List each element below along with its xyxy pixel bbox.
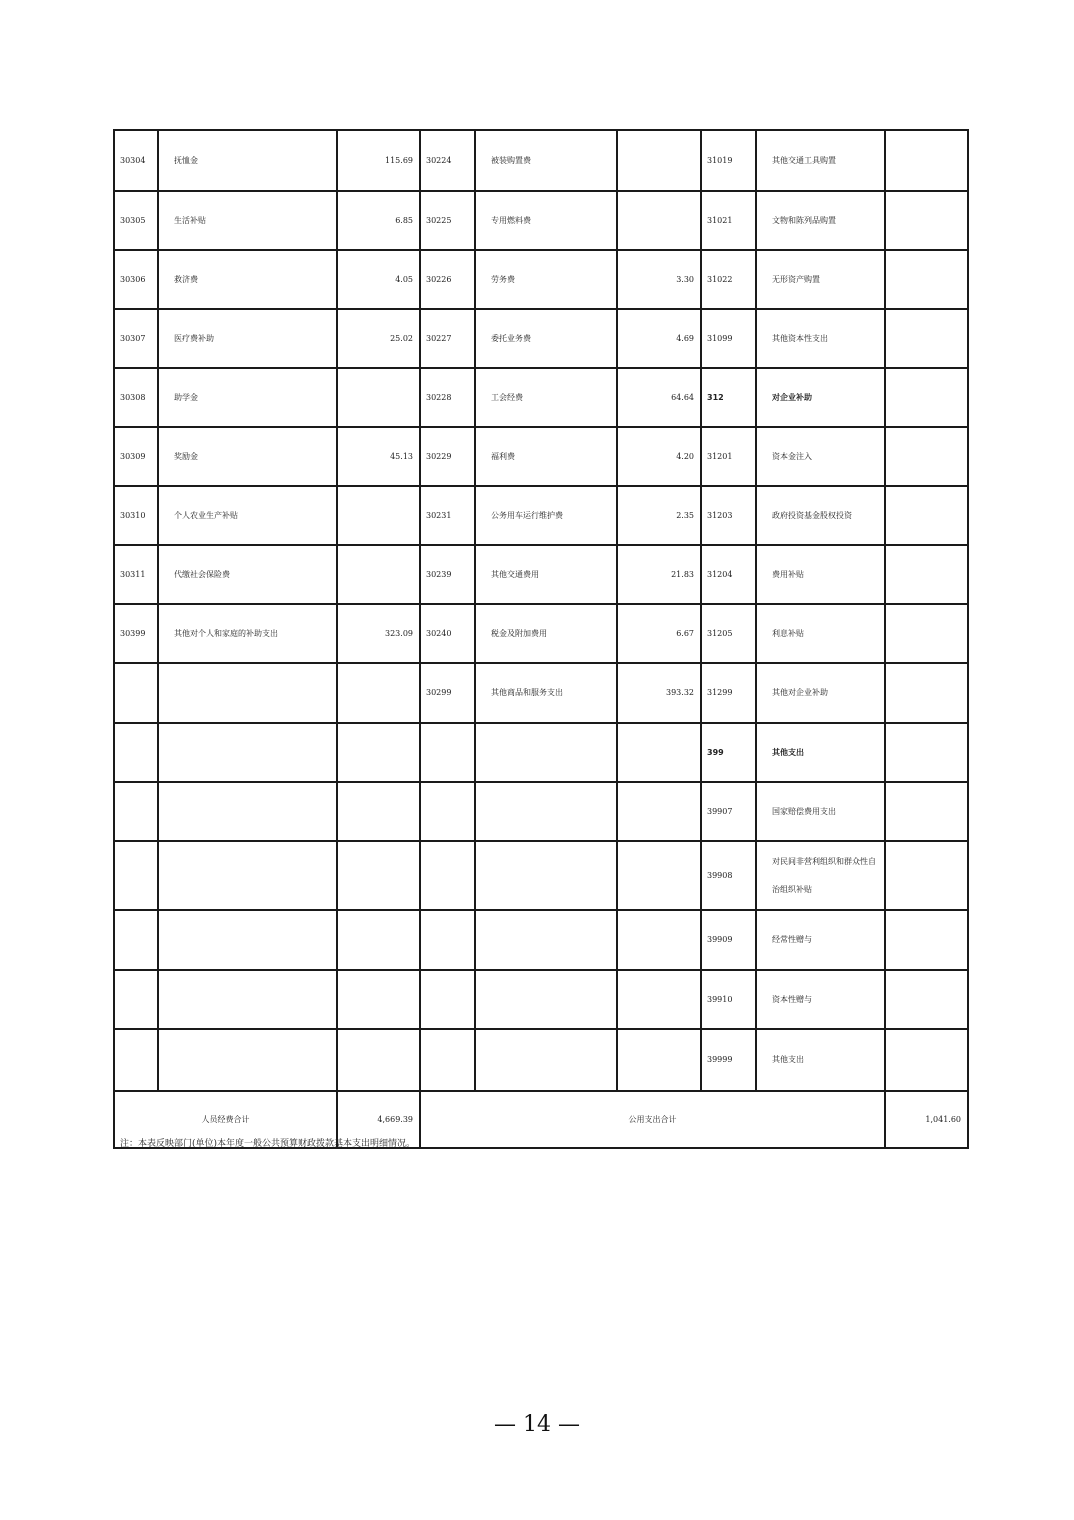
value-cell	[885, 191, 968, 250]
value-cell	[885, 368, 968, 427]
name-cell: 助学金	[158, 368, 337, 427]
code-cell	[114, 782, 158, 841]
code-cell: 39999	[701, 1029, 756, 1091]
name-cell	[158, 910, 337, 970]
value-cell	[337, 545, 420, 604]
public-total-label: 公用支出合计	[420, 1091, 885, 1148]
value-cell: 25.02	[337, 309, 420, 368]
name-cell: 政府投资基金股权投资	[756, 486, 885, 545]
code-cell: 31099	[701, 309, 756, 368]
value-cell	[885, 841, 968, 910]
name-cell: 代缴社会保险费	[158, 545, 337, 604]
name-cell: 其他商品和服务支出	[475, 663, 617, 723]
value-cell	[885, 427, 968, 486]
code-cell: 31022	[701, 250, 756, 309]
table-row	[114, 427, 968, 486]
code-cell: 39908	[701, 841, 756, 910]
name-cell: 公务用车运行维护费	[475, 486, 617, 545]
name-cell: 抚恤金	[158, 130, 337, 191]
value-cell	[885, 545, 968, 604]
code-cell	[420, 841, 475, 910]
name-cell: 奖励金	[158, 427, 337, 486]
value-cell	[337, 663, 420, 723]
value-cell	[337, 782, 420, 841]
value-cell: 323.09	[337, 604, 420, 663]
code-cell: 30299	[420, 663, 475, 723]
code-cell: 39907	[701, 782, 756, 841]
code-cell: 30306	[114, 250, 158, 309]
name-cell: 文物和陈列品购置	[756, 191, 885, 250]
code-cell: 312	[701, 368, 756, 427]
code-cell	[114, 970, 158, 1029]
table-row	[114, 309, 968, 368]
name-cell: 医疗费补助	[158, 309, 337, 368]
code-cell	[420, 782, 475, 841]
value-cell: 6.85	[337, 191, 420, 250]
name-cell: 其他交通费用	[475, 545, 617, 604]
name-cell: 经常性赠与	[756, 910, 885, 970]
table-row	[114, 723, 968, 782]
value-cell	[337, 910, 420, 970]
code-cell	[114, 910, 158, 970]
value-cell	[885, 663, 968, 723]
code-cell: 31021	[701, 191, 756, 250]
code-cell: 30240	[420, 604, 475, 663]
name-cell	[158, 970, 337, 1029]
name-cell: 资本性赠与	[756, 970, 885, 1029]
name-cell: 其他对企业补助	[756, 663, 885, 723]
personnel-total-label: 人员经费合计	[114, 1091, 337, 1148]
value-cell: 4.05	[337, 250, 420, 309]
name-cell: 对企业补助	[756, 368, 885, 427]
value-cell	[617, 841, 701, 910]
value-cell: 4.20	[617, 427, 701, 486]
code-cell	[420, 723, 475, 782]
code-cell	[114, 1029, 158, 1091]
name-cell	[158, 841, 337, 910]
value-cell: 4.69	[617, 309, 701, 368]
public-total-value: 1,041.60	[885, 1091, 968, 1148]
value-cell	[885, 604, 968, 663]
name-cell: 福利费	[475, 427, 617, 486]
value-cell: 3.30	[617, 250, 701, 309]
name-cell: 利息补贴	[756, 604, 885, 663]
name-cell: 被装购置费	[475, 130, 617, 191]
name-cell	[475, 1029, 617, 1091]
name-cell	[158, 723, 337, 782]
value-cell: 64.64	[617, 368, 701, 427]
table-row	[114, 191, 968, 250]
code-cell: 39909	[701, 910, 756, 970]
value-cell: 21.83	[617, 545, 701, 604]
name-cell: 费用补贴	[756, 545, 885, 604]
value-cell	[337, 1029, 420, 1091]
code-cell: 30225	[420, 191, 475, 250]
value-cell	[617, 723, 701, 782]
code-cell: 30224	[420, 130, 475, 191]
name-cell: 工会经费	[475, 368, 617, 427]
code-cell	[114, 663, 158, 723]
value-cell	[617, 191, 701, 250]
value-cell: 2.35	[617, 486, 701, 545]
code-cell: 31019	[701, 130, 756, 191]
value-cell	[885, 486, 968, 545]
table-note: 注：本表反映部门(单位)本年度一般公共预算财政拨款基本支出明细情况。	[120, 1139, 416, 1149]
value-cell: 45.13	[337, 427, 420, 486]
name-cell: 其他资本性支出	[756, 309, 885, 368]
table-row	[114, 368, 968, 427]
code-cell: 30231	[420, 486, 475, 545]
name-cell	[158, 782, 337, 841]
value-cell	[617, 970, 701, 1029]
name-cell: 资本金注入	[756, 427, 885, 486]
name-cell: 其他对个人和家庭的补助支出	[158, 604, 337, 663]
value-cell	[337, 723, 420, 782]
table-row	[114, 663, 968, 723]
code-cell: 30227	[420, 309, 475, 368]
table-row	[114, 1029, 968, 1091]
value-cell	[337, 841, 420, 910]
code-cell	[114, 723, 158, 782]
value-cell	[885, 130, 968, 191]
code-cell: 30228	[420, 368, 475, 427]
code-cell: 31203	[701, 486, 756, 545]
table-row	[114, 486, 968, 545]
name-cell: 个人农业生产补贴	[158, 486, 337, 545]
value-cell	[885, 723, 968, 782]
value-cell	[885, 970, 968, 1029]
value-cell: 393.32	[617, 663, 701, 723]
value-cell	[337, 970, 420, 1029]
value-cell	[617, 782, 701, 841]
code-cell: 30226	[420, 250, 475, 309]
table-row	[114, 970, 968, 1029]
value-cell	[885, 782, 968, 841]
name-cell: 救济费	[158, 250, 337, 309]
code-cell: 30310	[114, 486, 158, 545]
code-cell: 30307	[114, 309, 158, 368]
value-cell	[885, 309, 968, 368]
name-cell	[158, 1029, 337, 1091]
code-cell	[420, 1029, 475, 1091]
value-cell	[337, 486, 420, 545]
name-cell	[475, 782, 617, 841]
page-number: — 14 —	[494, 1412, 580, 1437]
table-row	[114, 250, 968, 309]
personnel-total-value: 4,669.39	[337, 1091, 420, 1148]
code-cell: 31299	[701, 663, 756, 723]
name-cell: 委托业务费	[475, 309, 617, 368]
code-cell: 30399	[114, 604, 158, 663]
value-cell	[337, 368, 420, 427]
name-cell	[475, 970, 617, 1029]
name-cell: 其他支出	[756, 1029, 885, 1091]
code-cell	[420, 970, 475, 1029]
name-cell	[475, 723, 617, 782]
value-cell	[617, 910, 701, 970]
name-cell: 劳务费	[475, 250, 617, 309]
value-cell	[885, 250, 968, 309]
code-cell: 31204	[701, 545, 756, 604]
code-cell: 30305	[114, 191, 158, 250]
name-cell: 生活补贴	[158, 191, 337, 250]
code-cell: 399	[701, 723, 756, 782]
name-cell: 无形资产购置	[756, 250, 885, 309]
value-cell: 6.67	[617, 604, 701, 663]
code-cell	[114, 841, 158, 910]
table-body	[114, 130, 968, 1091]
table-row	[114, 910, 968, 970]
value-cell	[617, 1029, 701, 1091]
name-cell	[475, 841, 617, 910]
code-cell	[420, 910, 475, 970]
name-cell: 专用燃料费	[475, 191, 617, 250]
value-cell	[885, 1029, 968, 1091]
table-row	[114, 782, 968, 841]
value-cell	[617, 130, 701, 191]
table-row	[114, 130, 968, 191]
name-cell: 对民间非营利组织和群众性自治组织补贴	[756, 841, 885, 910]
code-cell: 31205	[701, 604, 756, 663]
name-cell	[475, 910, 617, 970]
table-row	[114, 604, 968, 663]
table-row	[114, 841, 968, 910]
code-cell: 30304	[114, 130, 158, 191]
code-cell: 30229	[420, 427, 475, 486]
code-cell: 30309	[114, 427, 158, 486]
code-cell: 30311	[114, 545, 158, 604]
code-cell: 30308	[114, 368, 158, 427]
table-row	[114, 545, 968, 604]
name-cell: 其他交通工具购置	[756, 130, 885, 191]
code-cell: 39910	[701, 970, 756, 1029]
code-cell: 30239	[420, 545, 475, 604]
name-cell: 国家赔偿费用支出	[756, 782, 885, 841]
name-cell	[158, 663, 337, 723]
value-cell: 115.69	[337, 130, 420, 191]
name-cell: 税金及附加费用	[475, 604, 617, 663]
value-cell	[885, 910, 968, 970]
code-cell: 31201	[701, 427, 756, 486]
name-cell: 其他支出	[756, 723, 885, 782]
expenditure-detail-table	[113, 129, 969, 1149]
